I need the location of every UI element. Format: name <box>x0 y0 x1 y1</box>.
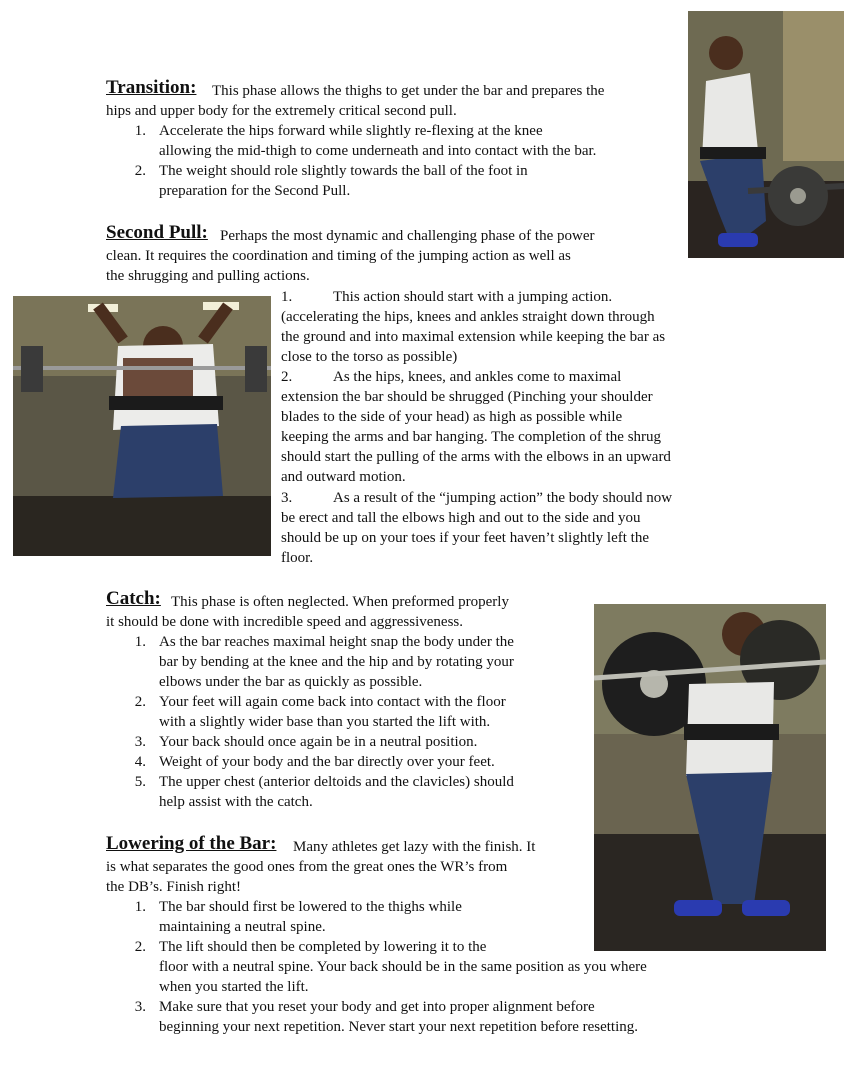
list-item-line: beginning your next repetition. Never start your next repetition before resetting. <box>159 1019 639 1035</box>
lowering-heading: Lowering of the Bar: <box>106 833 277 854</box>
list-item-line: elbows under the bar as quickly as possible. <box>159 674 423 690</box>
list-number: 3. <box>281 490 293 506</box>
list-item-line: preparation for the Second Pull. <box>159 183 351 199</box>
catch-heading: Catch: <box>106 588 161 609</box>
list-item-line: bar by bending at the knee and the hip and by rotating your <box>159 654 514 670</box>
list-item-line: Accelerate the hips forward while slightly re-flexing at the knee <box>159 123 543 139</box>
catch-intro-line: This phase is often neglected. When preformed properly <box>171 594 509 610</box>
second-pull-heading: Second Pull: <box>106 222 208 243</box>
list-item-line: when you started the lift. <box>159 979 309 995</box>
list-number: 4. <box>134 754 146 770</box>
list-item-line: maintaining a neutral spine. <box>159 919 326 935</box>
list-number: 1. <box>134 634 146 650</box>
list-number: 2. <box>281 369 293 385</box>
second-pull-photo <box>13 296 271 556</box>
catch-intro-line: it should be done with incredible speed and aggressiveness. <box>106 614 463 630</box>
list-item-line: Your back should once again be in a neutral position. <box>159 734 478 750</box>
list-item-line: should be up on your toes if your feet haven’t slightly left the <box>281 530 649 546</box>
list-item-line: This action should start with a jumping action. <box>333 289 613 305</box>
list-item-line: The upper chest (anterior deltoids and the clavicles) should <box>159 774 514 790</box>
list-item-line: The weight should role slightly towards the ball of the foot in <box>159 163 528 179</box>
transition-heading: Transition: <box>106 77 197 98</box>
lowering-intro-line: the DB’s. Finish right! <box>106 879 242 895</box>
list-item-line: the ground and into maximal extension while keeping the bar as <box>281 329 666 345</box>
list-item-line: Weight of your body and the bar directly over your feet. <box>159 754 495 770</box>
list-item-line: The bar should first be lowered to the thighs while <box>159 899 462 915</box>
list-number: 2. <box>134 163 146 179</box>
list-item-line: The lift should then be completed by lowering it to the <box>159 939 487 955</box>
list-number: 2. <box>134 694 146 710</box>
lowering-intro-line: Many athletes get lazy with the finish. It <box>293 839 536 855</box>
list-item-line: extension the bar should be shrugged (Pinching your shoulder <box>281 389 653 405</box>
list-number: 1. <box>134 899 146 915</box>
list-item-line: blades to the side of your head) as high as possible while <box>281 409 623 425</box>
list-item-line: with a slightly wider base than you started the lift with. <box>159 714 491 730</box>
list-item-line: help assist with the catch. <box>159 794 313 810</box>
list-item-line: and outward motion. <box>281 469 406 485</box>
list-item-line: be erect and tall the elbows high and out to the side and you <box>281 510 641 526</box>
second-pull-intro-line: the shrugging and pulling actions. <box>106 268 310 284</box>
list-item-line: As a result of the “jumping action” the body should now <box>333 490 673 506</box>
transition-intro-line: hips and upper body for the extremely critical second pull. <box>106 103 457 119</box>
list-number: 2. <box>134 939 146 955</box>
list-number: 5. <box>134 774 146 790</box>
list-item-line: As the hips, knees, and ankles come to maximal <box>333 369 622 385</box>
second-pull-intro-line: Perhaps the most dynamic and challenging phase of the power <box>220 228 595 244</box>
second-pull-intro-line: clean. It requires the coordination and timing of the jumping action as well as <box>106 248 571 264</box>
lowering-intro-line: is what separates the good ones from the great ones the WR’s from <box>106 859 508 875</box>
transition-intro-line: This phase allows the thighs to get under the bar and prepares the <box>212 83 605 99</box>
list-item-line: keeping the arms and bar hanging. The completion of the shrug <box>281 429 662 445</box>
list-item-line: close to the torso as possible) <box>281 349 458 365</box>
list-item-line: floor. <box>281 550 314 566</box>
catch-photo <box>594 604 826 951</box>
list-item-line: Your feet will again come back into contact with the floor <box>159 694 506 710</box>
list-item-line: (accelerating the hips, knees and ankles straight down through <box>281 309 655 325</box>
list-item-line: Make sure that you reset your body and get into proper alignment before <box>159 999 595 1015</box>
transition-photo <box>688 11 844 258</box>
list-item-line: should start the pulling of the arms with the elbows in an upward <box>281 449 671 465</box>
list-number: 3. <box>134 999 146 1015</box>
list-number: 3. <box>134 734 146 750</box>
list-item-line: allowing the mid-thigh to come underneath and into contact with the bar. <box>159 143 597 159</box>
list-number: 1. <box>134 123 146 139</box>
list-number: 1. <box>281 289 293 305</box>
list-item-line: As the bar reaches maximal height snap the body under the <box>159 634 514 650</box>
list-item-line: floor with a neutral spine. Your back should be in the same position as you where <box>159 959 647 975</box>
